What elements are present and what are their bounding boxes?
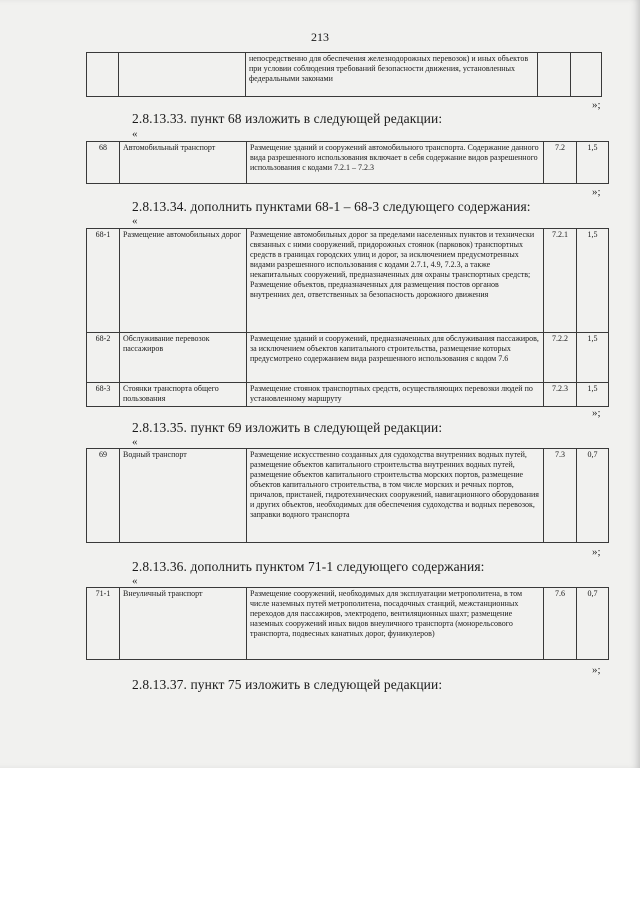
row-description: Размещение автомобильных дорог за пределами населенных пунктов и технически связанных с ними сооружений, придорожных стоянок (парковок) транспортных средств в границах городских улиц и дорог, за исключением предусмотренных видами разрешенного использования с кодами 2.7.1, 4.9, 7.2.3, а также некапитальных сооружений, предназначенных для охраны транспортных средств; Размещение объектов, предназначенных для размещения постов органов внутренних дел, ответственных за безопасность дорожного движения xyxy=(247,229,544,333)
row-code: 7.2.1 xyxy=(544,229,577,333)
closing-quote: »; xyxy=(592,546,601,558)
row-coefficient: 0,7 xyxy=(577,588,609,660)
row-number: 68-1 xyxy=(87,229,120,333)
opening-quote: « xyxy=(132,128,138,140)
table-row xyxy=(87,588,609,660)
row-code xyxy=(538,53,571,97)
table-row xyxy=(87,229,609,333)
section-table xyxy=(86,141,609,184)
row-description: Размещение стоянок транспортных средств, осуществляющих перевозки людей по установленному маршруту xyxy=(247,383,544,407)
opening-quote: « xyxy=(132,575,138,587)
row-code: 7.2.3 xyxy=(544,383,577,407)
row-number: 68-2 xyxy=(87,333,120,383)
row-coefficient: 1,5 xyxy=(577,333,609,383)
closing-quote: »; xyxy=(592,186,601,198)
row-name xyxy=(119,53,246,97)
row-coefficient: 1,5 xyxy=(577,383,609,407)
row-code: 7.6 xyxy=(544,588,577,660)
section-table xyxy=(86,448,609,543)
row-name: Стоянки транспорта общего пользования xyxy=(120,383,247,407)
row-name: Размещение автомобильных дорог xyxy=(120,229,247,333)
row-number: 69 xyxy=(87,449,120,543)
row-coefficient xyxy=(571,53,602,97)
row-code: 7.3 xyxy=(544,449,577,543)
table-row xyxy=(87,383,609,407)
table-row xyxy=(87,333,609,383)
row-number: 68-3 xyxy=(87,383,120,407)
closing-quote: »; xyxy=(592,99,601,111)
section-table xyxy=(86,228,609,407)
section-heading: 2.8.13.34. дополнить пунктами 68-1 – 68-3 следующего содержания: xyxy=(132,199,531,214)
closing-quote: »; xyxy=(592,407,601,419)
row-name: Обслуживание перевозок пассажиров xyxy=(120,333,247,383)
section-heading: 2.8.13.36. дополнить пунктом 71-1 следующего содержания: xyxy=(132,559,485,574)
row-description: Размещение сооружений, необходимых для эксплуатации метрополитена, в том числе наземных путей метрополитена, посадочных станций, межстанционных переходов для пассажиров, электродепо, вентиляционных шахт; размещение наземных сооружений иных видов внеуличного транспорта (монорельсового транспорта, подвесных канатных дорог, фуникулеров) xyxy=(247,588,544,660)
row-number: 68 xyxy=(87,142,120,184)
row-number: 71-1 xyxy=(87,588,120,660)
row-name: Водный транспорт xyxy=(120,449,247,543)
row-name: Внеуличный транспорт xyxy=(120,588,247,660)
row-coefficient: 1,5 xyxy=(577,142,609,184)
opening-quote: « xyxy=(132,215,138,227)
row-name: Автомобильный транспорт xyxy=(120,142,247,184)
table-row xyxy=(87,53,602,97)
continuation-table xyxy=(86,52,602,97)
opening-quote: « xyxy=(132,436,138,448)
row-coefficient: 1,5 xyxy=(577,229,609,333)
section-table xyxy=(86,587,609,660)
page-number: 213 xyxy=(311,30,329,44)
row-description: Размещение зданий и сооружений, предназначенных для обслуживания пассажиров, за исключением объектов капитального строительства, размещение которых предусмотрено содержанием вида разрешенного использования с кодом 7.6 xyxy=(247,333,544,383)
row-description: Размещение искусственно созданных для судоходства внутренних водных путей, размещение объектов капитального строительства внутренних водных путей, размещение объектов капитального строительства морских портов, размещение объектов капитального строительства, в том числе морских и речных портов, причалов, пристаней, гидротехнических сооружений, навигационного оборудования и других объектов, необходимых для обеспечения судоходства и водных перевозок, заправки водного транспорта xyxy=(247,449,544,543)
row-number xyxy=(87,53,119,97)
row-code: 7.2 xyxy=(544,142,577,184)
section-heading: 2.8.13.33. пункт 68 изложить в следующей редакции: xyxy=(132,111,443,126)
blank-margin xyxy=(0,768,640,905)
row-description: Размещение зданий и сооружений автомобильного транспорта. Содержание данного вида разрешенного использования включает в себя содержание видов разрешенного использования с кодами 7.2.1 – 7.2.3 xyxy=(247,142,544,184)
row-coefficient: 0,7 xyxy=(577,449,609,543)
table-row xyxy=(87,449,609,543)
section-heading: 2.8.13.37. пункт 75 изложить в следующей редакции: xyxy=(132,677,443,692)
section-heading: 2.8.13.35. пункт 69 изложить в следующей редакции: xyxy=(132,420,443,435)
row-code: 7.2.2 xyxy=(544,333,577,383)
row-description: непосредственно для обеспечения железнодорожных перевозок) и иных объектов при условии соблюдения требований безопасности движения, установленных федеральными законами xyxy=(246,53,538,97)
closing-quote: »; xyxy=(592,664,601,676)
table-row xyxy=(87,142,609,184)
